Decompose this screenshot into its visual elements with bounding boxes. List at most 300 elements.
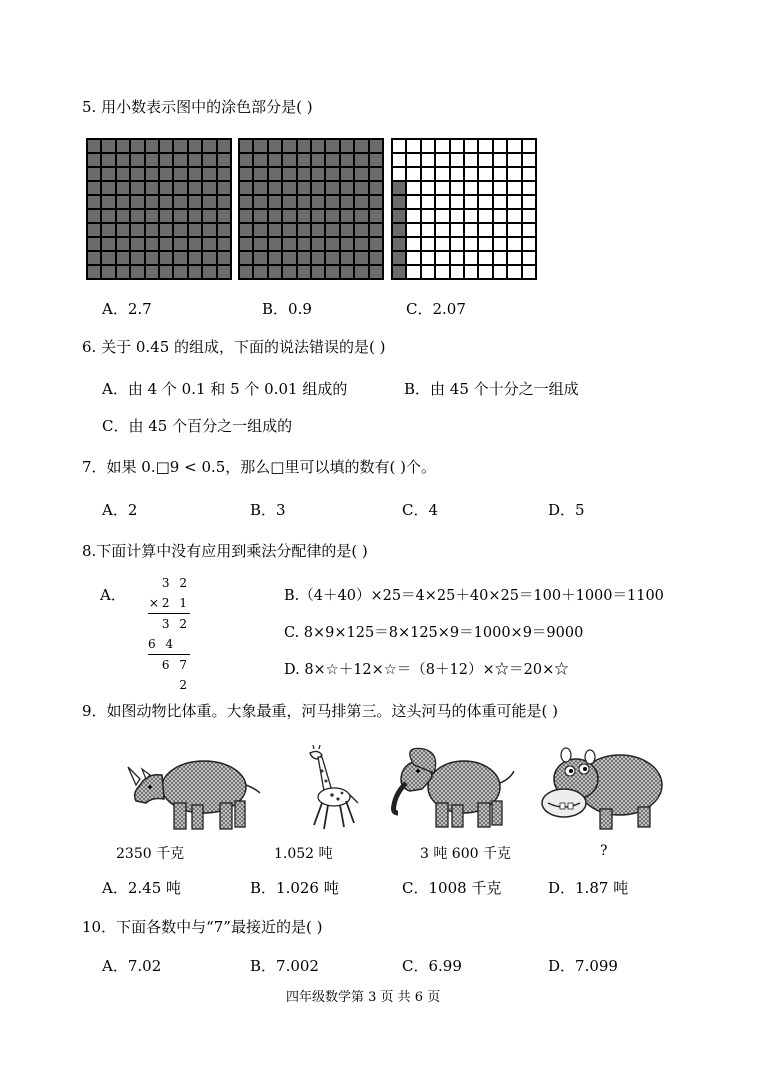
grid-cell [507,265,521,279]
grid-cell-shaded [311,265,325,279]
grid-cell-shaded [369,153,383,167]
grid-cell [507,251,521,265]
grid-cell [493,209,507,223]
grid-cell-shaded [354,153,368,167]
rhinoceros-icon [122,745,267,837]
grid-cell-shaded [354,265,368,279]
grid-cell-shaded [340,195,354,209]
grid-cell-shaded [325,153,339,167]
grid-cell-shaded [130,209,144,223]
grid-cell-shaded [297,223,311,237]
grid-cell [406,139,420,153]
grid-cell-shaded [145,167,159,181]
grid-cell-shaded [282,181,296,195]
grid-cell [522,139,536,153]
grid-cell-shaded [101,251,115,265]
grid-cell-shaded [354,237,368,251]
grid-cell-shaded [253,223,267,237]
grid-cell [507,209,521,223]
grid-cell-shaded [101,209,115,223]
grid-cell-shaded [253,181,267,195]
giraffe-icon [288,743,368,835]
grid-cell-shaded [311,139,325,153]
grid-cell-shaded [282,237,296,251]
grid-cell-shaded [202,237,216,251]
grid-cell-shaded [369,223,383,237]
q7-option-b: B．3 [250,501,286,519]
grid-cell-shaded [340,181,354,195]
grid-cell-shaded [116,223,130,237]
q5-option-a: A．2.7 [102,300,152,318]
q10-option-d: D．7.099 [548,957,618,975]
grid-cell-shaded [239,195,253,209]
grid-cell-shaded [202,153,216,167]
grid-cell-shaded [392,181,406,195]
grid-cell-shaded [217,195,231,209]
q9-option-b: B．1.026 吨 [250,879,339,897]
grid-cell [464,223,478,237]
grid-cell [507,167,521,181]
grid-cell-shaded [369,209,383,223]
grid-cell-shaded [145,265,159,279]
grid-cell-shaded [101,139,115,153]
grid-cell [421,251,435,265]
grid-cell-shaded [116,167,130,181]
grid-cell [493,265,507,279]
grid-cell-shaded [145,153,159,167]
grid-cell [421,223,435,237]
grid-cell-shaded [268,195,282,209]
q8-option-d: D. 8×☆＋12×☆＝（8＋12）×☆＝20×☆ [284,662,569,678]
q6-stem: 6. 关于 0.45 的组成，下面的说法错误的是( ) [82,338,386,356]
grid-cell [464,209,478,223]
grid-cell-shaded [268,181,282,195]
grid-cell-shaded [340,139,354,153]
grid-cell-shaded [325,237,339,251]
grid-cell [421,237,435,251]
mult-line-2: ×2 1 [148,593,190,614]
grid-cell-shaded [268,251,282,265]
grid-cell [493,237,507,251]
grid-cell-shaded [282,251,296,265]
grid-cell [450,181,464,195]
grid-cell-shaded [340,223,354,237]
grid-cell [450,237,464,251]
grid-cell-shaded [173,181,187,195]
grid-cell-shaded [202,195,216,209]
q10-option-c: C．6.99 [402,957,462,975]
grid-cell-shaded [130,251,144,265]
grid-cell-shaded [101,195,115,209]
grid-cell-shaded [130,223,144,237]
grid-cell-shaded [340,209,354,223]
grid-cell-shaded [145,181,159,195]
grid-cell-shaded [173,209,187,223]
q8-option-c: C. 8×9×125＝8×125×9＝1000×9＝9000 [284,625,584,641]
page-footer: 四年级数学第 3 页 共 6 页 [286,990,441,1005]
grid-cell [435,195,449,209]
grid-cell-shaded [239,153,253,167]
grid-cell [522,265,536,279]
grid-cell-shaded [101,265,115,279]
grid-cell-shaded [188,209,202,223]
grid-cell [478,167,492,181]
q7-option-d: D．5 [548,501,585,519]
grid-cell-shaded [159,237,173,251]
grid-cell-shaded [217,223,231,237]
grid-cell-shaded [268,139,282,153]
grid-cell-shaded [311,223,325,237]
grid-cell [421,139,435,153]
q7-option-a: A．2 [102,501,138,519]
grid-cell [406,153,420,167]
grid-cell-shaded [392,223,406,237]
grid-cell [421,167,435,181]
q5-stem: 5. 用小数表示图中的涂色部分是( ) [82,98,313,116]
grid-cell-shaded [130,153,144,167]
grid-cell-shaded [392,237,406,251]
grid-cell-shaded [217,209,231,223]
grid-cell [435,251,449,265]
grid-cell [406,223,420,237]
grid-cell-shaded [311,153,325,167]
grid-cell-shaded [130,181,144,195]
grid-cell-shaded [282,153,296,167]
grid-cell-shaded [282,265,296,279]
grid-cell [478,223,492,237]
grid-cell-shaded [297,195,311,209]
grid-cell-shaded [297,265,311,279]
grid-cell-shaded [253,139,267,153]
grid-cell-shaded [217,167,231,181]
grid-cell-shaded [130,237,144,251]
grid-cell-shaded [297,153,311,167]
grid-cell [421,153,435,167]
grid-cell [464,195,478,209]
grid-cell-shaded [268,223,282,237]
grid-cell [507,223,521,237]
grid-cell-shaded [188,251,202,265]
mult-line-4: 6 4 [148,634,190,655]
grid-cell [450,265,464,279]
grid-cell [450,139,464,153]
grid-cell [392,139,406,153]
grid-cell [522,223,536,237]
grid-cell-shaded [340,265,354,279]
grid-cell-shaded [202,139,216,153]
grid-cell [522,181,536,195]
q8-vertical-multiplication [148,573,190,695]
grid-cell-shaded [188,153,202,167]
grid-cell-shaded [202,265,216,279]
grid-cell-shaded [116,153,130,167]
grid-cell [435,223,449,237]
grid-cell-shaded [173,195,187,209]
grid-cell-shaded [116,195,130,209]
grid-cell-shaded [311,251,325,265]
grid-cell-shaded [268,265,282,279]
grid-cell [421,265,435,279]
grid-cell-shaded [325,209,339,223]
elephant-weight: 3 吨 600 千克 [420,846,511,862]
grid-cell [464,153,478,167]
elephant-icon [388,743,523,835]
grid-cell-shaded [369,139,383,153]
grid-cell [493,181,507,195]
grid-cell [435,153,449,167]
grid-cell-shaded [340,167,354,181]
grid-cell [450,251,464,265]
hippopotamus-icon [540,745,668,837]
grid-cell-shaded [239,251,253,265]
grid-cell-shaded [116,237,130,251]
grid-cell-shaded [282,223,296,237]
grid-cell-shaded [354,181,368,195]
grid-cell-shaded [159,209,173,223]
grid-cell [450,167,464,181]
grid-cell [493,153,507,167]
grid-cell-shaded [325,223,339,237]
q7-option-c: C．4 [402,501,439,519]
grid-cell-shaded [87,223,101,237]
grid-cell-shaded [87,195,101,209]
grid-cell-shaded [354,209,368,223]
q10-option-b: B．7.002 [250,957,319,975]
q10-option-a: A．7.02 [102,957,162,975]
grid-cell-shaded [340,153,354,167]
grid-cell-shaded [87,181,101,195]
grid-cell-shaded [392,251,406,265]
grid-cell-shaded [392,209,406,223]
grid-cell [522,209,536,223]
grid-cell-shaded [188,265,202,279]
grid-cell [464,167,478,181]
grid-cell-shaded [188,237,202,251]
grid-cell-shaded [268,237,282,251]
grid-cell-shaded [325,251,339,265]
q5-grid-2 [238,138,384,280]
grid-cell-shaded [188,181,202,195]
q10-stem: 10．下面各数中与“7”最接近的是( ) [82,918,323,936]
grid-cell-shaded [239,167,253,181]
grid-cell-shaded [239,181,253,195]
grid-cell-shaded [116,209,130,223]
grid-cell-shaded [159,181,173,195]
grid-cell [522,153,536,167]
grid-cell [478,181,492,195]
grid-cell-shaded [145,195,159,209]
grid-cell-shaded [325,139,339,153]
grid-cell-shaded [202,223,216,237]
grid-cell [522,167,536,181]
grid-cell-shaded [101,167,115,181]
grid-cell [435,265,449,279]
q7-stem: 7．如果 0.□9 < 0.5，那么□里可以填的数有( )个。 [82,458,436,476]
grid-cell-shaded [130,195,144,209]
giraffe-weight: 1.052 吨 [274,846,333,862]
grid-cell-shaded [392,195,406,209]
q9-option-c: C．1008 千克 [402,879,502,897]
q8-option-b: B.（4＋40）×25＝4×25＋40×25＝100＋1000＝1100 [284,588,664,604]
grid-cell-shaded [101,153,115,167]
grid-cell [507,139,521,153]
grid-cell [450,209,464,223]
grid-cell-shaded [87,153,101,167]
grid-cell-shaded [145,223,159,237]
grid-cell-shaded [354,195,368,209]
grid-cell-shaded [188,167,202,181]
q5-grid-1 [86,138,232,280]
grid-cell-shaded [369,265,383,279]
grid-cell-shaded [159,265,173,279]
grid-cell-shaded [253,195,267,209]
grid-cell-shaded [116,265,130,279]
grid-cell-shaded [217,237,231,251]
grid-cell-shaded [188,223,202,237]
grid-cell [435,167,449,181]
grid-cell-shaded [297,237,311,251]
grid-cell-shaded [253,237,267,251]
grid-cell-shaded [325,265,339,279]
grid-cell-shaded [325,181,339,195]
grid-cell-shaded [87,251,101,265]
grid-cell-shaded [297,209,311,223]
grid-cell-shaded [145,139,159,153]
grid-cell [464,139,478,153]
grid-cell-shaded [325,167,339,181]
q8-option-a-label: A． [100,586,126,604]
grid-cell-shaded [173,139,187,153]
q6-option-a: A．由 4 个 0.1 和 5 个 0.01 组成的 [102,380,348,398]
grid-cell-shaded [253,167,267,181]
grid-cell [478,251,492,265]
grid-cell [450,223,464,237]
grid-cell-shaded [239,139,253,153]
grid-cell-shaded [116,181,130,195]
grid-cell [493,167,507,181]
grid-cell [478,265,492,279]
grid-cell [421,209,435,223]
grid-cell [478,139,492,153]
grid-cell [493,223,507,237]
grid-cell-shaded [268,167,282,181]
grid-cell-shaded [202,181,216,195]
grid-cell [493,195,507,209]
grid-cell [464,265,478,279]
grid-cell-shaded [202,167,216,181]
q5-option-b: B．0.9 [262,300,312,318]
grid-cell-shaded [202,209,216,223]
grid-cell [507,153,521,167]
grid-cell-shaded [217,265,231,279]
grid-cell-shaded [173,167,187,181]
grid-cell [450,195,464,209]
grid-cell-shaded [188,195,202,209]
grid-cell-shaded [159,139,173,153]
grid-cell [493,251,507,265]
grid-cell-shaded [239,237,253,251]
grid-cell-shaded [253,209,267,223]
grid-cell-shaded [282,209,296,223]
grid-cell-shaded [369,237,383,251]
grid-cell-shaded [173,265,187,279]
grid-cell-shaded [297,139,311,153]
rhinoceros-weight: 2350 千克 [116,846,185,862]
q5-grid-3 [391,138,537,280]
grid-cell-shaded [354,223,368,237]
grid-cell-shaded [311,237,325,251]
q6-option-b: B．由 45 个十分之一组成 [404,380,579,398]
grid-cell [507,237,521,251]
grid-cell-shaded [340,251,354,265]
grid-cell-shaded [369,195,383,209]
grid-cell [522,237,536,251]
grid-cell [421,181,435,195]
grid-cell [406,251,420,265]
grid-cell-shaded [87,139,101,153]
grid-cell-shaded [159,167,173,181]
grid-cell [421,195,435,209]
grid-cell-shaded [101,237,115,251]
grid-cell-shaded [311,167,325,181]
grid-cell-shaded [173,153,187,167]
grid-cell-shaded [87,209,101,223]
grid-cell [478,209,492,223]
grid-cell [435,209,449,223]
grid-cell-shaded [369,181,383,195]
grid-cell-shaded [145,237,159,251]
grid-cell-shaded [297,251,311,265]
grid-cell [392,167,406,181]
grid-cell-shaded [239,209,253,223]
grid-cell [435,139,449,153]
grid-cell [435,181,449,195]
grid-cell-shaded [311,195,325,209]
q9-stem: 9．如图动物比体重。大象最重，河马排第三。这头河马的体重可能是( ) [82,702,559,720]
grid-cell-shaded [253,153,267,167]
grid-cell-shaded [101,181,115,195]
q9-option-d: D．1.87 吨 [548,879,629,897]
grid-cell-shaded [340,237,354,251]
grid-cell [478,153,492,167]
grid-cell-shaded [354,167,368,181]
grid-cell-shaded [145,251,159,265]
grid-cell-shaded [116,139,130,153]
grid-cell [406,237,420,251]
grid-cell-shaded [354,139,368,153]
mult-line-3: 3 2 [161,617,190,631]
grid-cell-shaded [311,209,325,223]
grid-cell-shaded [173,223,187,237]
grid-cell-shaded [87,237,101,251]
mult-line-1: 3 2 [161,576,190,590]
grid-cell-shaded [311,181,325,195]
q6-option-c: C．由 45 个百分之一组成的 [102,417,293,435]
grid-cell [478,237,492,251]
grid-cell-shaded [392,265,406,279]
grid-cell [406,195,420,209]
grid-cell-shaded [268,153,282,167]
grid-cell-shaded [159,153,173,167]
grid-cell-shaded [282,167,296,181]
grid-cell-shaded [297,167,311,181]
grid-cell-shaded [369,251,383,265]
grid-cell [450,153,464,167]
hippopotamus-weight: ? [600,843,608,859]
q8-stem: 8.下面计算中没有应用到乘法分配律的是( ) [82,542,368,560]
grid-cell-shaded [239,223,253,237]
grid-cell-shaded [188,139,202,153]
